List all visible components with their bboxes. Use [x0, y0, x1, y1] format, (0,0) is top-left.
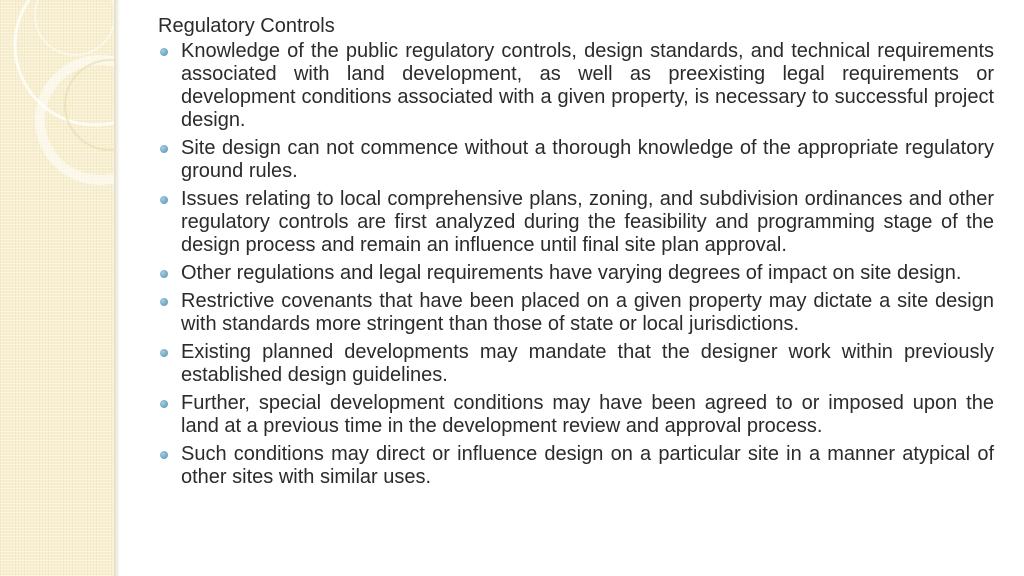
bullet-dot-icon — [160, 349, 168, 357]
bullet-item — [158, 137, 994, 183]
bullet-text: Other regulations and legal requirements have varying degrees of impact on site design. — [181, 262, 962, 284]
bullet-dot-icon — [160, 196, 168, 204]
bullet-item — [158, 443, 994, 489]
bullet-text: Such conditions may direct or influence design on a particular site in a manner atypical of other sites with similar uses. — [181, 443, 994, 488]
bullet-item — [158, 290, 994, 336]
bullet-item — [158, 40, 994, 132]
bullet-item — [158, 188, 994, 257]
bullet-item — [158, 262, 994, 285]
bullet-dot-icon — [160, 298, 168, 306]
bullet-dot-icon — [160, 48, 168, 56]
bullet-text: Existing planned developments may mandate that the designer work within previously established design guidelines. — [181, 341, 994, 386]
bullet-text: Issues relating to local comprehensive plans, zoning, and subdivision ordinances and other regulatory controls are first analyzed during the feasibility and programming stage of the design process and remain an influence until final site plan approval. — [181, 188, 994, 256]
bullet-dot-icon — [160, 451, 168, 459]
bullet-item — [158, 341, 994, 387]
bullet-dot-icon — [160, 270, 168, 278]
decorative-side-panel — [0, 0, 114, 576]
bullet-list — [158, 40, 994, 489]
bullet-dot-icon — [160, 400, 168, 408]
bullet-dot-icon — [160, 145, 168, 153]
slide-content — [158, 14, 994, 494]
decorative-rings-graphic — [0, 0, 114, 576]
bullet-item — [158, 392, 994, 438]
bullet-text: Further, special development conditions may have been agreed to or imposed upon the land at a previous time in the development review and approval process. — [181, 392, 994, 437]
bullet-text: Knowledge of the public regulatory controls, design standards, and technical requirements associated with land development, as well as preexisting legal requirements or development conditions associated with a given property, is necessary to successful project design. — [181, 40, 994, 131]
bullet-text: Restrictive covenants that have been placed on a given property may dictate a site design with standards more stringent than those of state or local jurisdictions. — [181, 290, 994, 335]
bullet-text: Site design can not commence without a thorough knowledge of the appropriate regulatory ground rules. — [181, 137, 994, 182]
panel-shadow — [114, 0, 120, 576]
slide-heading: Regulatory Controls — [158, 15, 335, 37]
